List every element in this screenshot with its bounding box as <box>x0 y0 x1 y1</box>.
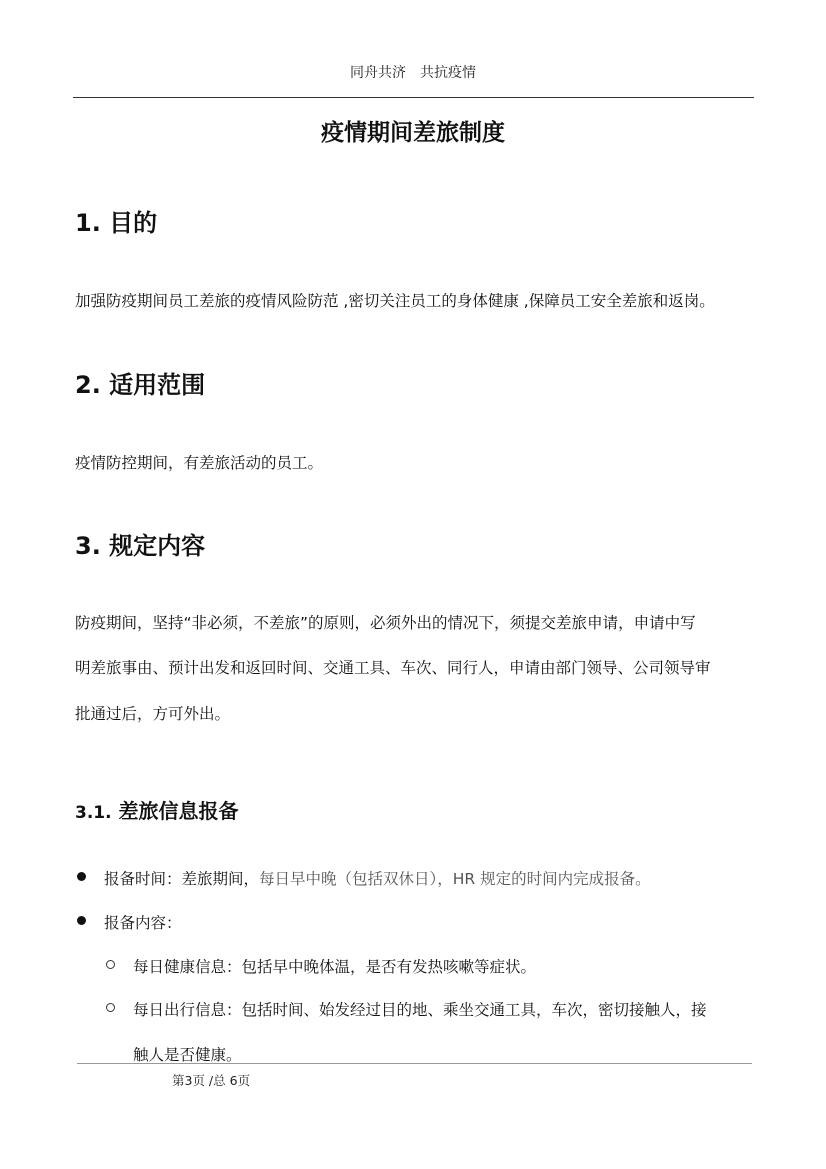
circle-bullet-icon <box>106 1003 115 1012</box>
footer-divider <box>77 1063 752 1064</box>
bullet-icon <box>77 872 86 881</box>
document-title: 疫情期间差旅制度 <box>321 120 505 146</box>
sub-bullet-travel-info-line: 每日出行信息：包括时间、始发经过目的地、乘坐交通工具，车次，密切接触人，接 <box>133 1001 707 1019</box>
section-body-scope: 疫情防控期间，有差旅活动的员工。 <box>75 454 324 472</box>
rules-paragraph-line: 明差旅事由、预计出发和返回时间、交通工具、车次、同行人，申请由部门领导、公司领导审 <box>75 659 711 677</box>
page-number: 第3页 /总 6页 <box>172 1073 251 1088</box>
subsection-title: 差旅信息报备 <box>118 799 239 823</box>
rules-paragraph-line: 批通过后，方可外出。 <box>75 705 231 723</box>
bullet-item-report-content: 报备内容： <box>104 914 182 932</box>
subsection-heading <box>75 795 239 824</box>
bullet-detail: 每日早中晚（包括双休日），HR 规定的时间内完成报备。 <box>259 870 651 888</box>
header-divider <box>73 97 754 98</box>
section-heading-scope: 2. 适用范围 <box>75 371 206 399</box>
page-header: 同舟共济 共抗疫情 <box>350 65 476 81</box>
rules-paragraph-line: 防疫期间，坚持“非必须，不差旅”的原则，必须外出的情况下，须提交差旅申请，申请中写 <box>75 614 696 632</box>
sub-bullet-travel-info-line: 触人是否健康。 <box>133 1046 242 1064</box>
bullet-label: 报备时间：差旅期间， <box>104 870 260 888</box>
section-body-purpose: 加强防疫期间员工差旅的疫情风险防范 ,密切关注员工的身体健康 ,保障员工安全差旅和返岗。 <box>75 292 715 310</box>
section-heading-rules: 3. 规定内容 <box>75 532 206 560</box>
bullet-item-report-time <box>104 867 651 889</box>
subsection-number: 3.1. <box>75 803 112 823</box>
sub-bullet-health-info: 每日健康信息：包括早中晚体温，是否有发热咳嗽等症状。 <box>133 958 537 976</box>
circle-bullet-icon <box>106 960 115 969</box>
bullet-icon <box>77 916 86 925</box>
section-heading-purpose: 1. 目的 <box>75 209 158 237</box>
